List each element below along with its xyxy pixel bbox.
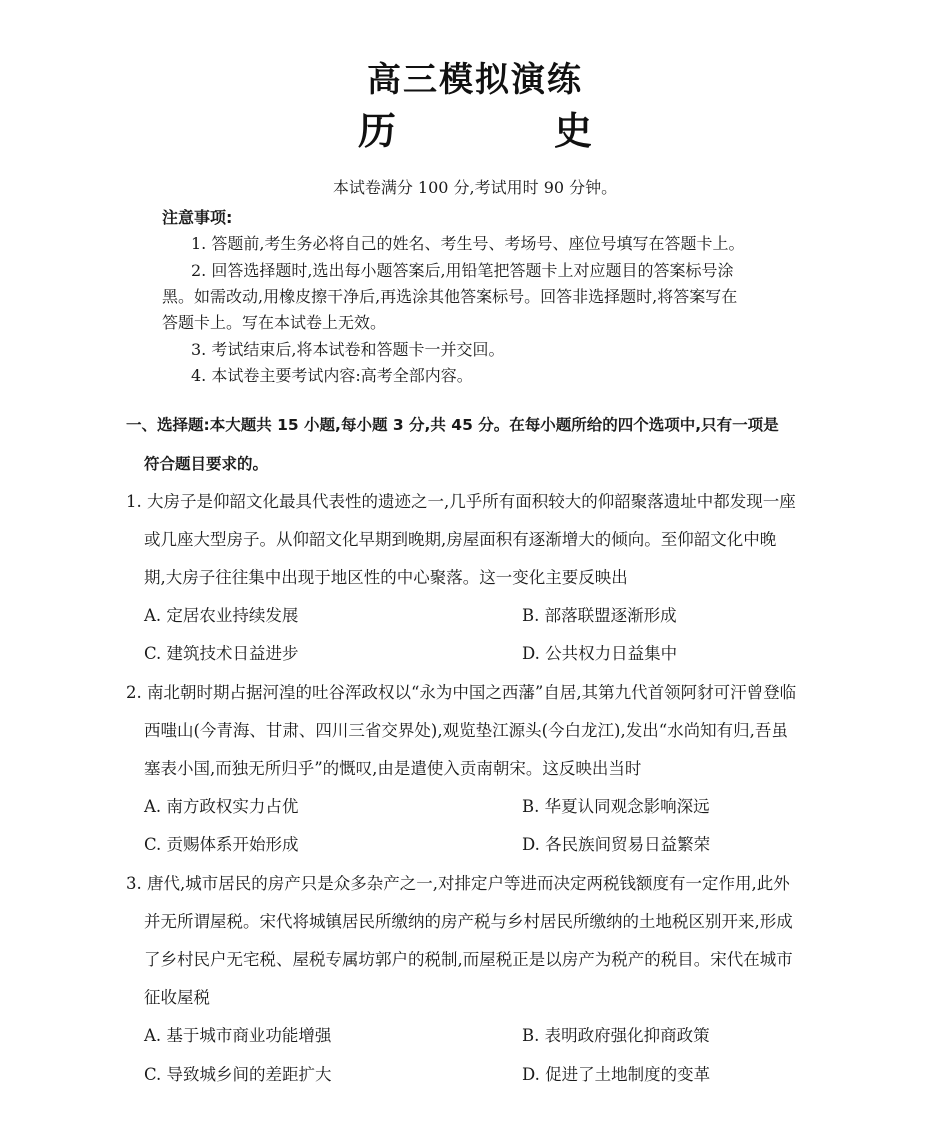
question-line: 2. 南北朝时期占据河湟的吐谷浑政权以“永为中国之西藩”自居,其第九代首领阿豺可汗曾登临: [126, 683, 797, 702]
option-a[interactable]: A. 基于城市商业功能增强: [144, 1026, 332, 1045]
notice-line: 答题卡上。写在本试卷上无效。: [162, 313, 387, 332]
exam-title: 高三模拟演练: [367, 60, 583, 100]
option-d[interactable]: D. 公共权力日益集中: [522, 644, 678, 663]
option-d[interactable]: D. 各民族间贸易日益繁荣: [522, 835, 711, 854]
question-line: 或几座大型房子。从仰韶文化早期到晚期,房屋面积有逐渐增大的倾向。至仰韶文化中晚: [144, 530, 777, 549]
notice-line: 4. 本试卷主要考试内容:高考全部内容。: [191, 366, 473, 385]
option-c[interactable]: C. 建筑技术日益进步: [144, 644, 299, 663]
option-b[interactable]: B. 部落联盟逐渐形成: [522, 606, 677, 625]
notice-line: 1. 答题前,考生务必将自己的姓名、考生号、考场号、座位号填写在答题卡上。: [191, 234, 745, 253]
option-c[interactable]: C. 贡赐体系开始形成: [144, 835, 299, 854]
section-heading: 一、选择题:本大题共 15 小题,每小题 3 分,共 45 分。在每小题所给的四个选项中,只有一项是: [126, 416, 779, 434]
question-line: 西嗤山(今青海、甘肃、四川三省交界处),观览垫江源头(今白龙江),发出“水尚知有归,吾虽: [144, 721, 788, 740]
subject-title: 历 史: [357, 109, 652, 153]
option-b[interactable]: B. 表明政府强化抑商政策: [522, 1026, 710, 1045]
option-c[interactable]: C. 导致城乡间的差距扩大: [144, 1065, 332, 1084]
question-line: 3. 唐代,城市居民的房产只是众多杂产之一,对排定户等进而决定两税钱额度有一定作用,此外: [126, 874, 790, 893]
notice-heading: 注意事项:: [162, 208, 233, 227]
notice-line: 黑。如需改动,用橡皮擦干净后,再选涂其他答案标号。回答非选择题时,将答案写在: [162, 287, 738, 306]
notice-line: 3. 考试结束后,将本试卷和答题卡一并交回。: [191, 340, 505, 359]
option-a[interactable]: A. 南方政权实力占优: [144, 797, 299, 816]
question-line: 了乡村民户无宅税、屋税专属坊郭户的税制,而屋税正是以房产为税产的税目。宋代在城市: [144, 950, 793, 969]
exam-intro: 本试卷满分 100 分,考试用时 90 分钟。: [332, 178, 618, 197]
section-heading-cont: 符合题目要求的。: [144, 455, 269, 473]
option-d[interactable]: D. 促进了土地制度的变革: [522, 1065, 711, 1084]
question-line: 1. 大房子是仰韶文化最具代表性的遗迹之一,几乎所有面积较大的仰韶聚落遗址中都发现一座: [126, 492, 796, 511]
option-b[interactable]: B. 华夏认同观念影响深远: [522, 797, 710, 816]
option-a[interactable]: A. 定居农业持续发展: [144, 606, 299, 625]
notice-line: 2. 回答选择题时,选出每小题答案后,用铅笔把答题卡上对应题目的答案标号涂: [191, 261, 734, 280]
question-line: 期,大房子往往集中出现于地区性的中心聚落。这一变化主要反映出: [144, 568, 628, 587]
question-line: 并无所谓屋税。宋代将城镇居民所缴纳的房产税与乡村居民所缴纳的土地税区别开来,形成: [144, 912, 793, 931]
question-line: 塞表小国,而独无所归乎”的慨叹,由是遣使入贡南朝宋。这反映出当时: [144, 759, 642, 778]
question-line: 征收屋税: [144, 988, 210, 1007]
